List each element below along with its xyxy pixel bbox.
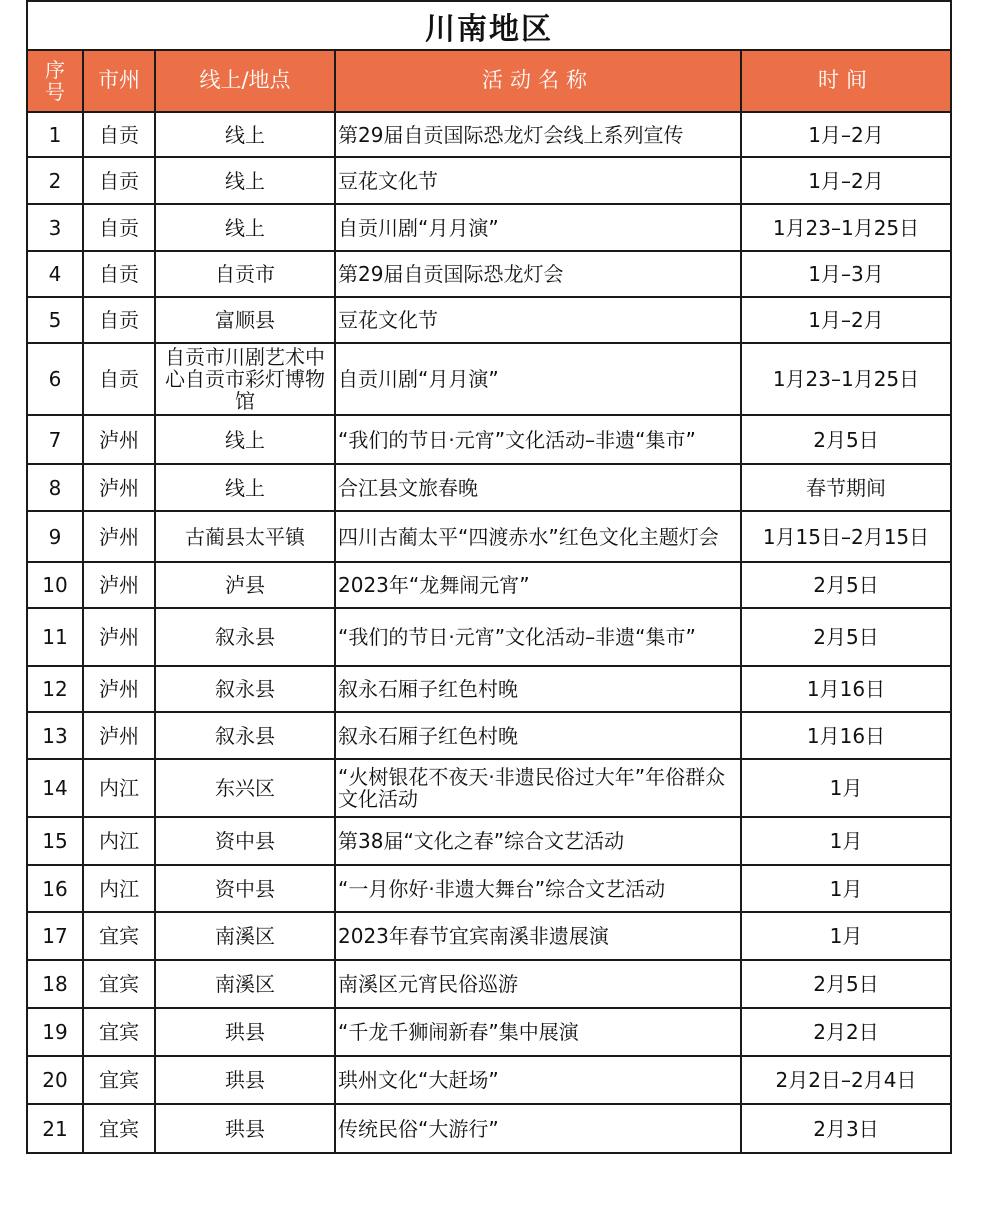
table-row bbox=[27, 251, 951, 297]
cell-city: 泸州 bbox=[83, 415, 155, 464]
cell-activity: 四川古蔺太平“四渡赤水”红色文化主题灯会 bbox=[335, 511, 741, 562]
cell-seq: 8 bbox=[27, 464, 83, 511]
header-time: 时间 bbox=[741, 50, 951, 112]
cell-place: 线上 bbox=[155, 204, 335, 251]
cell-time: 1月–2月 bbox=[741, 112, 951, 157]
cell-time: 1月16日 bbox=[741, 712, 951, 759]
table-row bbox=[27, 343, 951, 415]
cell-time: 2月5日 bbox=[741, 415, 951, 464]
table-row bbox=[27, 157, 951, 204]
cell-time: 1月16日 bbox=[741, 666, 951, 712]
cell-seq: 15 bbox=[27, 817, 83, 865]
cell-seq: 4 bbox=[27, 251, 83, 297]
header-row bbox=[27, 50, 951, 112]
cell-place: 线上 bbox=[155, 157, 335, 204]
cell-place: 南溪区 bbox=[155, 912, 335, 960]
cell-city: 宜宾 bbox=[83, 1008, 155, 1056]
cell-place: 资中县 bbox=[155, 865, 335, 912]
cell-activity: 叙永石厢子红色村晚 bbox=[335, 712, 741, 759]
cell-activity: 自贡川剧“月月演” bbox=[335, 343, 741, 415]
cell-place: 线上 bbox=[155, 464, 335, 511]
cell-city: 泸州 bbox=[83, 712, 155, 759]
cell-city: 宜宾 bbox=[83, 960, 155, 1008]
cell-time: 2月5日 bbox=[741, 608, 951, 666]
cell-seq: 10 bbox=[27, 562, 83, 608]
cell-seq: 21 bbox=[27, 1104, 83, 1153]
cell-city: 自贡 bbox=[83, 343, 155, 415]
cell-place: 珙县 bbox=[155, 1056, 335, 1104]
header-seq: 序号 bbox=[27, 50, 83, 112]
table-row bbox=[27, 865, 951, 912]
table-row bbox=[27, 562, 951, 608]
cell-place: 东兴区 bbox=[155, 759, 335, 817]
cell-activity: “火树银花不夜天·非遗民俗过大年”年俗群众文化活动 bbox=[335, 759, 741, 817]
table-row bbox=[27, 912, 951, 960]
cell-seq: 6 bbox=[27, 343, 83, 415]
cell-time: 1月 bbox=[741, 759, 951, 817]
cell-place: 叙永县 bbox=[155, 608, 335, 666]
cell-place: 富顺县 bbox=[155, 297, 335, 343]
cell-seq: 1 bbox=[27, 112, 83, 157]
cell-city: 泸州 bbox=[83, 666, 155, 712]
cell-time: 2月3日 bbox=[741, 1104, 951, 1153]
cell-place: 珙县 bbox=[155, 1104, 335, 1153]
header-activity: 活动名称 bbox=[335, 50, 741, 112]
cell-place: 自贡市 bbox=[155, 251, 335, 297]
table-row bbox=[27, 297, 951, 343]
table-row bbox=[27, 817, 951, 865]
table-row bbox=[27, 666, 951, 712]
cell-place: 泸县 bbox=[155, 562, 335, 608]
cell-seq: 16 bbox=[27, 865, 83, 912]
cell-place: 珙县 bbox=[155, 1008, 335, 1056]
cell-place: 古蔺县太平镇 bbox=[155, 511, 335, 562]
cell-activity: 珙州文化“大赶场” bbox=[335, 1056, 741, 1104]
cell-seq: 18 bbox=[27, 960, 83, 1008]
table-row bbox=[27, 712, 951, 759]
cell-activity: 传统民俗“大游行” bbox=[335, 1104, 741, 1153]
header-city: 市州 bbox=[83, 50, 155, 112]
cell-city: 内江 bbox=[83, 865, 155, 912]
cell-time: 2月5日 bbox=[741, 960, 951, 1008]
cell-seq: 3 bbox=[27, 204, 83, 251]
cell-place: 南溪区 bbox=[155, 960, 335, 1008]
table-row bbox=[27, 112, 951, 157]
cell-activity: 2023年“龙舞闹元宵” bbox=[335, 562, 741, 608]
cell-place: 线上 bbox=[155, 415, 335, 464]
cell-time: 2月2日–2月4日 bbox=[741, 1056, 951, 1104]
table-title: 川南地区 bbox=[27, 1, 951, 50]
cell-activity: 2023年春节宜宾南溪非遗展演 bbox=[335, 912, 741, 960]
activity-table-container bbox=[26, 0, 950, 1154]
cell-seq: 14 bbox=[27, 759, 83, 817]
cell-activity: 南溪区元宵民俗巡游 bbox=[335, 960, 741, 1008]
cell-city: 宜宾 bbox=[83, 1056, 155, 1104]
table-row bbox=[27, 204, 951, 251]
cell-city: 自贡 bbox=[83, 112, 155, 157]
cell-seq: 12 bbox=[27, 666, 83, 712]
cell-city: 泸州 bbox=[83, 464, 155, 511]
activity-table bbox=[26, 0, 952, 1154]
cell-activity: 豆花文化节 bbox=[335, 297, 741, 343]
cell-place: 叙永县 bbox=[155, 666, 335, 712]
cell-activity: “一月你好·非遗大舞台”综合文艺活动 bbox=[335, 865, 741, 912]
cell-activity: 合江县文旅春晚 bbox=[335, 464, 741, 511]
table-row bbox=[27, 1008, 951, 1056]
cell-city: 宜宾 bbox=[83, 912, 155, 960]
cell-time: 1月15日–2月15日 bbox=[741, 511, 951, 562]
cell-time: 1月–2月 bbox=[741, 157, 951, 204]
cell-activity: 豆花文化节 bbox=[335, 157, 741, 204]
cell-city: 自贡 bbox=[83, 297, 155, 343]
cell-seq: 11 bbox=[27, 608, 83, 666]
cell-time: 1月 bbox=[741, 817, 951, 865]
table-row bbox=[27, 1056, 951, 1104]
cell-seq: 2 bbox=[27, 157, 83, 204]
cell-time: 1月–3月 bbox=[741, 251, 951, 297]
cell-city: 自贡 bbox=[83, 204, 155, 251]
table-row bbox=[27, 608, 951, 666]
header-place: 线上/地点 bbox=[155, 50, 335, 112]
cell-city: 泸州 bbox=[83, 608, 155, 666]
table-row bbox=[27, 464, 951, 511]
cell-time: 2月5日 bbox=[741, 562, 951, 608]
cell-seq: 7 bbox=[27, 415, 83, 464]
cell-city: 泸州 bbox=[83, 511, 155, 562]
cell-seq: 5 bbox=[27, 297, 83, 343]
cell-time: 1月 bbox=[741, 865, 951, 912]
cell-activity: 第38届“文化之春”综合文艺活动 bbox=[335, 817, 741, 865]
table-row bbox=[27, 1104, 951, 1153]
cell-seq: 13 bbox=[27, 712, 83, 759]
cell-time: 1月 bbox=[741, 912, 951, 960]
table-row bbox=[27, 511, 951, 562]
cell-city: 自贡 bbox=[83, 157, 155, 204]
cell-activity: “千龙千狮闹新春”集中展演 bbox=[335, 1008, 741, 1056]
cell-city: 内江 bbox=[83, 759, 155, 817]
cell-city: 宜宾 bbox=[83, 1104, 155, 1153]
table-row bbox=[27, 759, 951, 817]
cell-activity: 叙永石厢子红色村晚 bbox=[335, 666, 741, 712]
cell-seq: 9 bbox=[27, 511, 83, 562]
cell-seq: 17 bbox=[27, 912, 83, 960]
cell-place: 叙永县 bbox=[155, 712, 335, 759]
table-row bbox=[27, 415, 951, 464]
cell-activity: “我们的节日·元宵”文化活动–非遗“集市” bbox=[335, 608, 741, 666]
cell-seq: 19 bbox=[27, 1008, 83, 1056]
cell-place: 线上 bbox=[155, 112, 335, 157]
cell-time: 春节期间 bbox=[741, 464, 951, 511]
cell-city: 泸州 bbox=[83, 562, 155, 608]
table-row bbox=[27, 960, 951, 1008]
cell-activity: 自贡川剧“月月演” bbox=[335, 204, 741, 251]
cell-time: 1月23–1月25日 bbox=[741, 204, 951, 251]
cell-activity: 第29届自贡国际恐龙灯会线上系列宣传 bbox=[335, 112, 741, 157]
cell-time: 2月2日 bbox=[741, 1008, 951, 1056]
cell-activity: “我们的节日·元宵”文化活动–非遗“集市” bbox=[335, 415, 741, 464]
cell-time: 1月–2月 bbox=[741, 297, 951, 343]
cell-city: 自贡 bbox=[83, 251, 155, 297]
cell-activity: 第29届自贡国际恐龙灯会 bbox=[335, 251, 741, 297]
cell-seq: 20 bbox=[27, 1056, 83, 1104]
cell-city: 内江 bbox=[83, 817, 155, 865]
cell-place: 资中县 bbox=[155, 817, 335, 865]
cell-place: 自贡市川剧艺术中心自贡市彩灯博物馆 bbox=[155, 343, 335, 415]
cell-time: 1月23–1月25日 bbox=[741, 343, 951, 415]
